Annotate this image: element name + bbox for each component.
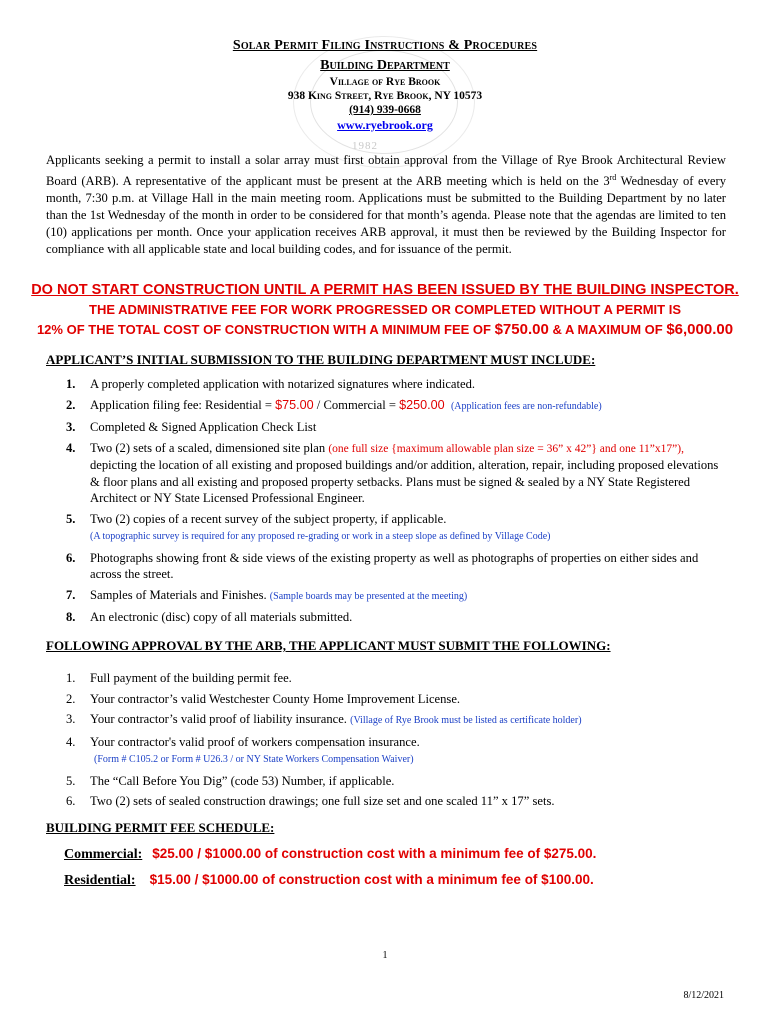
list-item: 3. Your contractor’s valid proof of liability insurance. (Village of Rye Brook must be listed as certificate holder) bbox=[66, 712, 582, 726]
residential-filing-fee: $75.00 bbox=[275, 397, 314, 412]
admin-fee-maximum: $6,000.00 bbox=[666, 321, 734, 338]
admin-fee-amounts bbox=[0, 321, 770, 338]
document-title: Solar Permit Filing Instructions & Procedures bbox=[232, 38, 538, 53]
admin-fee-minimum: $750.00 bbox=[494, 321, 549, 338]
page-number: 1 bbox=[382, 950, 388, 961]
list-item: 3. Completed & Signed Application Check List bbox=[66, 420, 317, 434]
residential-fee-label: Residential: bbox=[64, 873, 136, 888]
list-item: 2. Application filing fee: Residential = $75.00 / Commercial = $250.00 (Application fees are non-refundable) bbox=[66, 397, 602, 412]
address: 938 King Street, Rye Brook, NY 10573 bbox=[287, 90, 483, 102]
intro-text-1: Applicants seeking a permit to install a solar array must first obtain approval from the Village of Rye Brook Architectural Review Board (ARB). A representative of the applicant must be present at the ARB meeting which is held on the 3 bbox=[46, 153, 726, 189]
initial-submission-heading: APPLICANT’S INITIAL SUBMISSION TO THE BUILDING DEPARTMENT MUST INCLUDE: bbox=[46, 352, 596, 367]
residential-fee-value: $15.00 / $1000.00 of construction cost with a minimum fee of $100.00. bbox=[149, 872, 594, 887]
letterhead bbox=[0, 38, 770, 133]
list-item: 6. Photographs showing front & side views of the existing property as well as photographs of properties on either sides and across the street. bbox=[66, 550, 699, 581]
residential-fee-row bbox=[64, 872, 594, 889]
intro-text-2: Wednesday of every month, 7:30 p.m. at Village Hall in the main meeting room. Applications must be submitted to the Building Department by no later than the 1st Wednesday of the month in order to be considered for that month’s agenda. Please note that the agendas are limited to ten (10) applications per month. Once your application receives ARB approval, it must then be reviewed by the Building Inspector for compliance with all applicable state and local building codes, and for issuance of the permit. bbox=[46, 174, 726, 257]
initial-submission-list bbox=[46, 376, 730, 626]
commercial-fee-label: Commercial: bbox=[64, 847, 143, 862]
fee-schedule-heading: BUILDING PERMIT FEE SCHEDULE: bbox=[46, 820, 275, 835]
list-item: 5. The “Call Before You Dig” (code 53) Number, if applicable. bbox=[66, 773, 395, 788]
intro-superscript: rd bbox=[609, 173, 617, 182]
commercial-filing-fee: $250.00 bbox=[399, 397, 445, 412]
commercial-fee-row bbox=[64, 846, 596, 863]
list-item: 7. Samples of Materials and Finishes. (Sample boards may be presented at the meeting) bbox=[66, 587, 468, 602]
list-item: 4. Your contractor's valid proof of workers compensation insurance. (Form # C105.2 or Form # U26.3 / or NY State Workers Compensation Waiver) bbox=[66, 734, 420, 765]
list-item: 1. Full payment of the building permit fee. bbox=[66, 671, 292, 685]
following-approval-list bbox=[46, 670, 730, 810]
seal-year: 1982 bbox=[352, 140, 378, 152]
list-item: 4. Two (2) sets of a scaled, dimensioned site plan (one full size {maximum allowable plan size = 36” x 42”} and one 11”x17”), depicting the location of all existing and proposed buildings and/or addition, alteration, repair, including proposed elevations & floor plans and all existing and proposed property setbacks. Plans must be signed & sealed by a NY State Registered Architect or NY State Licensed Professional Engineer. bbox=[66, 440, 719, 505]
list-item: 8. An electronic (disc) copy of all materials submitted. bbox=[66, 610, 353, 624]
list-item: 6. Two (2) sets of sealed construction drawings; one full size set and one scaled 11” x 17” sets. bbox=[66, 794, 555, 808]
phone-number: (914) 939-0668 bbox=[349, 104, 421, 116]
admin-fee-warning: THE ADMINISTRATIVE FEE FOR WORK PROGRESSED OR COMPLETED WITHOUT A PERMIT IS bbox=[89, 302, 681, 317]
following-approval-heading: FOLLOWING APPROVAL BY THE ARB, THE APPLICANT MUST SUBMIT THE FOLLOWING: bbox=[46, 638, 611, 653]
village-name: Village of Rye Brook bbox=[329, 76, 441, 88]
construction-warning: DO NOT START CONSTRUCTION UNTIL A PERMIT HAS BEEN ISSUED BY THE BUILDING INSPECTOR. bbox=[31, 282, 739, 298]
department-name: Building Department bbox=[320, 58, 450, 73]
list-item: 1. A properly completed application with notarized signatures where indicated. bbox=[66, 377, 476, 391]
list-item: 2. Your contractor’s valid Westchester County Home Improvement License. bbox=[66, 691, 461, 706]
website-link[interactable]: www.ryebrook.org bbox=[337, 118, 433, 132]
admin-fee-text-b: & A MAXIMUM OF bbox=[548, 322, 667, 337]
admin-fee-text-a: 12% OF THE TOTAL COST OF CONSTRUCTION WITH A MINIMUM FEE OF bbox=[36, 322, 495, 337]
revision-date: 8/12/2021 bbox=[683, 990, 724, 1001]
intro-paragraph bbox=[46, 152, 726, 258]
list-item: 5. Two (2) copies of a recent survey of the subject property, if applicable. (A topographic survey is required for any proposed re-grading or work in a steep slope as defined by Village Code) bbox=[66, 511, 551, 542]
commercial-fee-value: $25.00 / $1000.00 of construction cost with a minimum fee of $275.00. bbox=[152, 846, 597, 861]
